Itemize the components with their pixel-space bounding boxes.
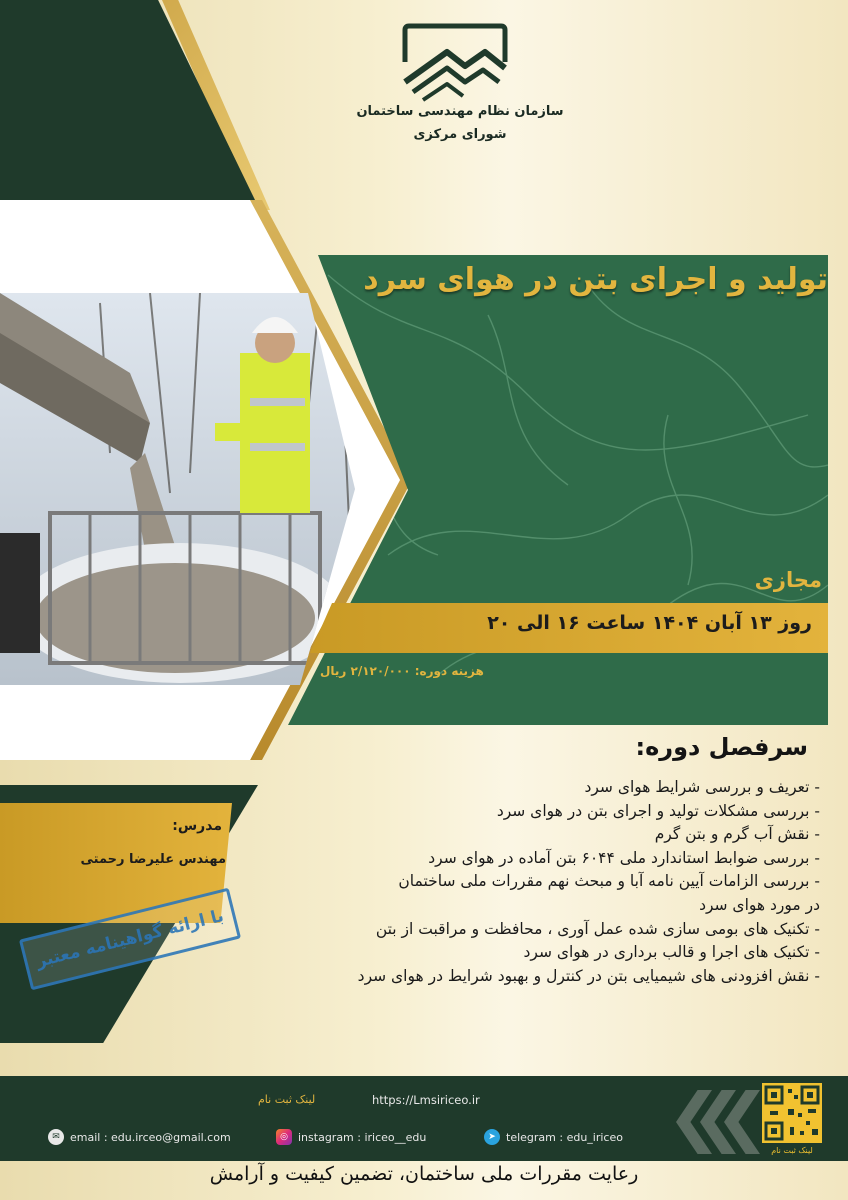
outline-list xyxy=(358,776,820,988)
outline-item: - تکنیک های اجرا و قالب برداری در هوای سرد xyxy=(523,943,820,962)
instagram-contact[interactable] xyxy=(276,1129,426,1145)
outline-item: - نقش آب گرم و بتن گرم xyxy=(654,825,820,844)
certificate-stamp: با ارائه گواهینامه معتبر xyxy=(19,888,241,991)
course-title: تولید و اجرای بتن در هوای سرد xyxy=(363,262,828,297)
register-label: لینک ثبت نام xyxy=(258,1093,316,1106)
telegram-contact[interactable] xyxy=(484,1129,623,1145)
qr-code-icon[interactable] xyxy=(762,1083,822,1143)
mail-icon: ✉ xyxy=(48,1129,64,1145)
outline-item: - بررسی مشکلات تولید و اجرای بتن در هوای سرد xyxy=(496,801,820,820)
concrete-pouring-photo xyxy=(0,293,355,685)
email-contact[interactable] xyxy=(48,1129,231,1145)
outline-item: در مورد هوای سرد xyxy=(699,895,820,914)
outline-item: - بررسی الزامات آیین نامه آبا و مبحث نهم مقررات ملی ساختمان xyxy=(398,872,820,891)
org-name: سازمان نظام مهندسی ساختمان xyxy=(356,104,564,119)
register-link[interactable]: https://Lmsiriceo.ir xyxy=(372,1093,480,1107)
course-mode: مجازی xyxy=(754,568,822,592)
telegram-text: telegram : edu_iriceo xyxy=(506,1130,623,1144)
telegram-icon: ➤ xyxy=(484,1129,500,1145)
org-logo-icon xyxy=(395,22,515,102)
instructor-label: مدرس: xyxy=(172,818,222,834)
instagram-icon: ◎ xyxy=(276,1129,292,1145)
instructor-name: مهندس علیرضا رحمتی xyxy=(80,852,226,867)
outline-item: - تعریف و بررسی شرایط هوای سرد xyxy=(584,778,820,796)
course-date: روز ۱۳ آبان ۱۴۰۴ ساعت ۱۶ الی ۲۰ xyxy=(487,612,812,634)
org-council: شورای مرکزی xyxy=(413,127,507,142)
outline-item: - بررسی ضوابط استاندارد ملی ۶۰۴۴ بتن آماده در هوای سرد xyxy=(428,848,820,867)
course-fee: هزینه دوره: ۲/۱۲۰/۰۰۰ ریال xyxy=(320,664,484,678)
outline-item: - نقش افزودنی های شیمیایی بتن در کنترل و بهبود شرایط در هوای سرد xyxy=(357,966,820,985)
outline-title: سرفصل دوره: xyxy=(635,733,808,761)
instagram-text: instagram : iriceo__edu xyxy=(298,1130,427,1144)
outline-item: - تکنیک های بومی سازی شده عمل آوری ، محافظت و مراقبت از بتن xyxy=(375,919,820,938)
email-text: email : edu.irceo@gmail.com xyxy=(70,1130,231,1144)
slogan: رعایت مقررات ملی ساختمان، تضمین کیفیت و آرامش xyxy=(209,1163,639,1185)
qr-label: لینک ثبت نام xyxy=(771,1146,813,1155)
